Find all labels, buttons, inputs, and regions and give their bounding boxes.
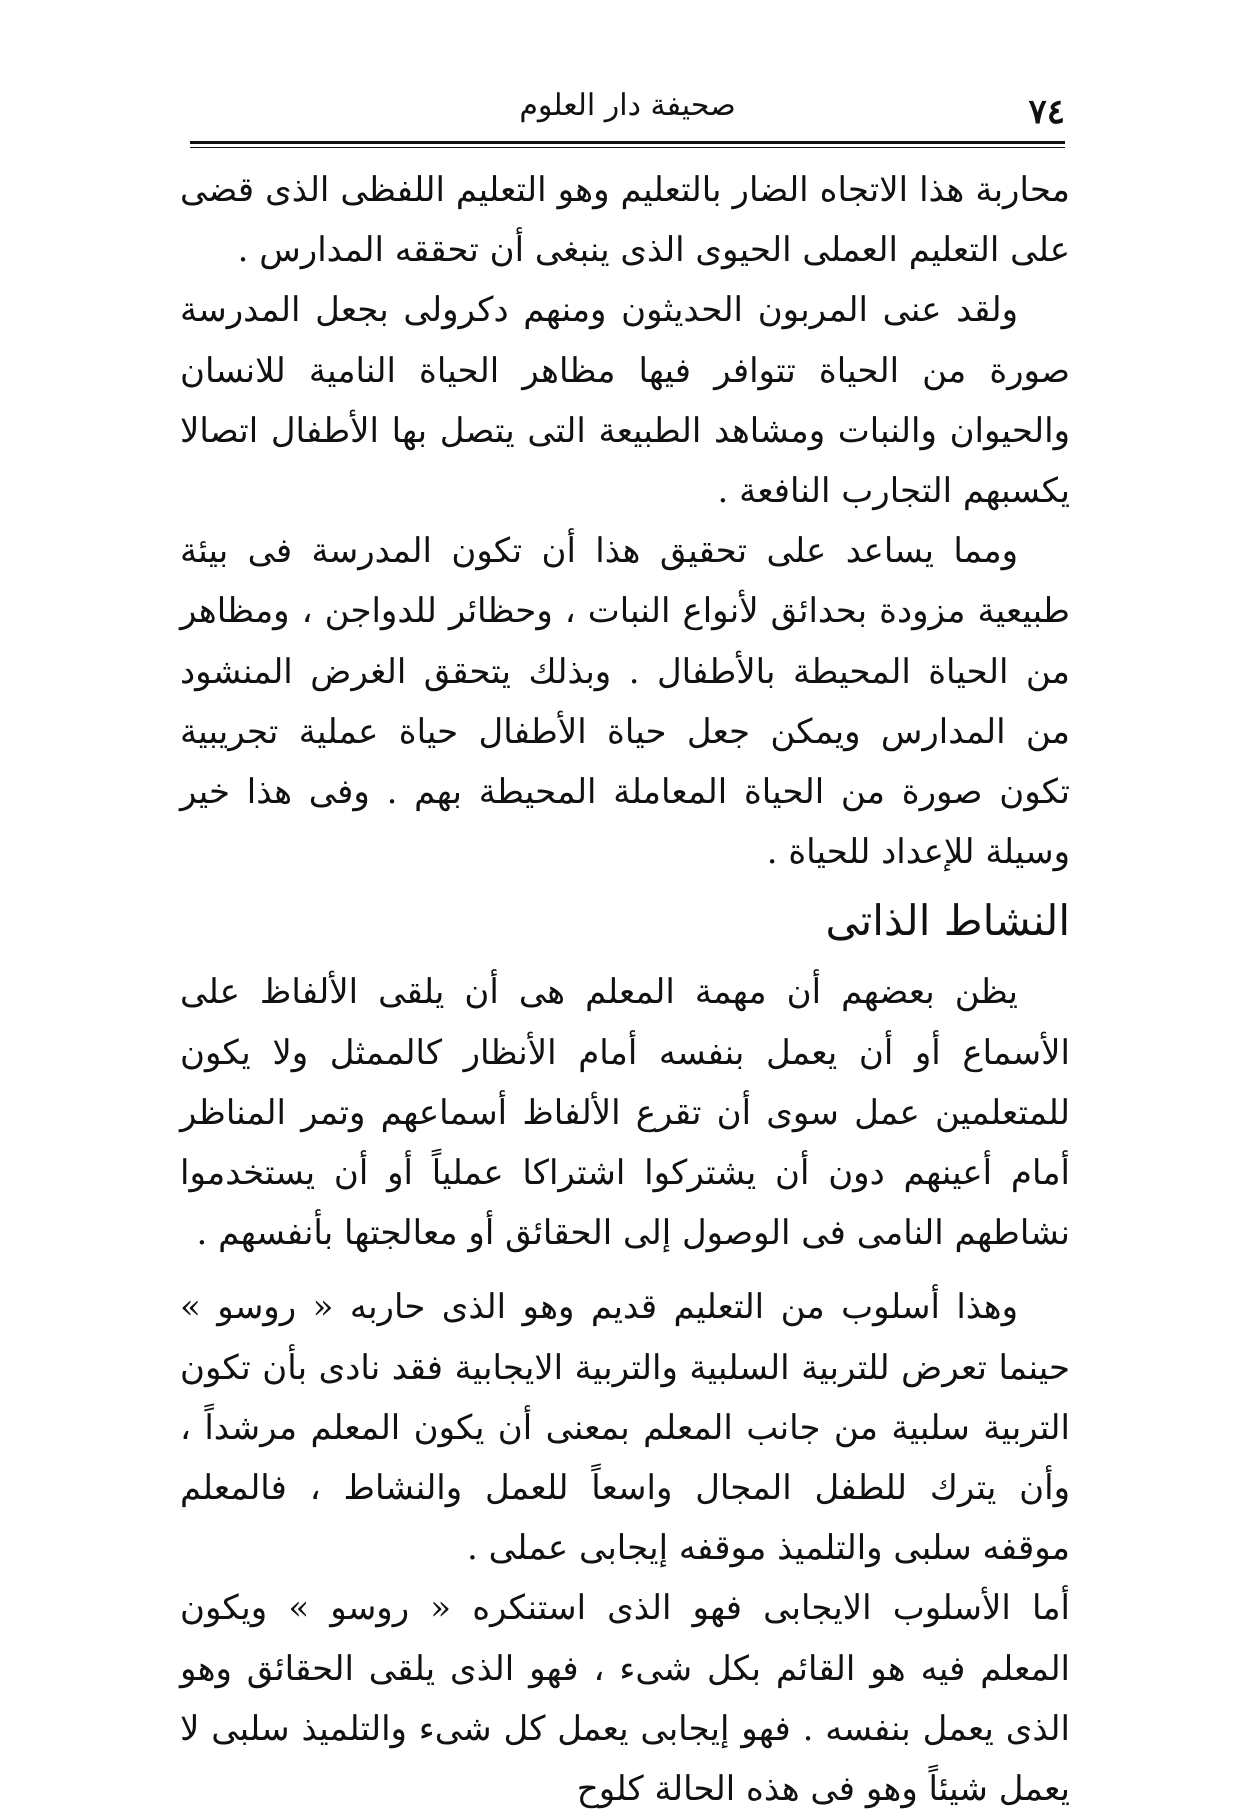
body-text — [180, 160, 1070, 1819]
paragraph-rousseau-positive: أما الأسلوب الايجابى فهو الذى استنكره « روسو » ويكون المعلم فيه هو القائم بكل شىء ، فهو الذى يلقى الحقائق وهو الذى يعمل بنفسه . فهو إيجابى يعمل كل شىء والتلميذ سلبى لا يعمل شيئاً وهو فى هذه الحالة كلوح — [180, 1588, 1070, 1810]
section-heading: النشاط الذاتى — [825, 896, 1070, 946]
paragraph-continued: محاربة هذا الاتجاه الضار بالتعليم وهو التعليم اللفظى الذى قضى على التعليم العملى الحيوى الذى ينبغى أن تحققه المدارس . — [180, 170, 1070, 271]
paragraph-rousseau-negative: وهذا أسلوب من التعليم قديم وهو الذى حاربه « روسو » حينما تعرض للتربية السلبية والتربية الايجابية فقد نادى بأن تكون التربية سلبية من جانب المعلم بمعنى أن يكون المعلم مرشداً ، وأن يترك للطفل المجال واسعاً للعمل والنشاط ، فالمعلم موقفه سلبى والتلميذ موقفه إيجابى عملى . — [180, 1287, 1071, 1569]
page-header — [190, 88, 1065, 138]
paragraph-natural-environment: ومما يساعد على تحقيق هذا أن تكون المدرسة فى بيئة طبيعية مزودة بحدائق لأنواع النبات ، وحظائر للدواجن ، ومظاهر من الحياة المحيطة بالأطفال . وبذلك يتحقق الغرض المنشود من المدارس ويمكن جعل حياة الأطفال حياة عملية تجريبية تكون صورة من الحياة المعاملة المحيطة بهم . وفى هذا خير وسيلة للإعداد للحياة . — [180, 531, 1071, 873]
header-rule-thin — [190, 147, 1065, 148]
header-rule — [190, 141, 1065, 144]
paragraph-teacher-role: يظن بعضهم أن مهمة المعلم هى أن يلقى الألفاظ على الأسماع أو أن يعمل بنفسه أمام الأنظار كالممثل ولا يكون للمتعلمين عمل سوى أن تقرع الألفاظ أسماعهم وتمر المناظر أمام أعينهم دون أن يشتركوا اشتراكا عملياً أو أن يستخدموا نشاطهم النامى فى الوصول إلى الحقائق أو معالجتها بأنفسهم . — [180, 972, 1070, 1254]
running-title: صحيفة دار العلوم — [519, 88, 736, 123]
page-number: ٧٤ — [1028, 92, 1065, 132]
paragraph-modern-educators: ولقد عنى المربون الحديثون ومنهم دكرولى بجعل المدرسة صورة من الحياة تتوافر فيها مظاهر الحياة النامية للانسان والحيوان والنبات ومشاهد الطبيعة التى يتصل بها الأطفال اتصالا يكسبهم التجارب النافعة . — [180, 290, 1070, 512]
